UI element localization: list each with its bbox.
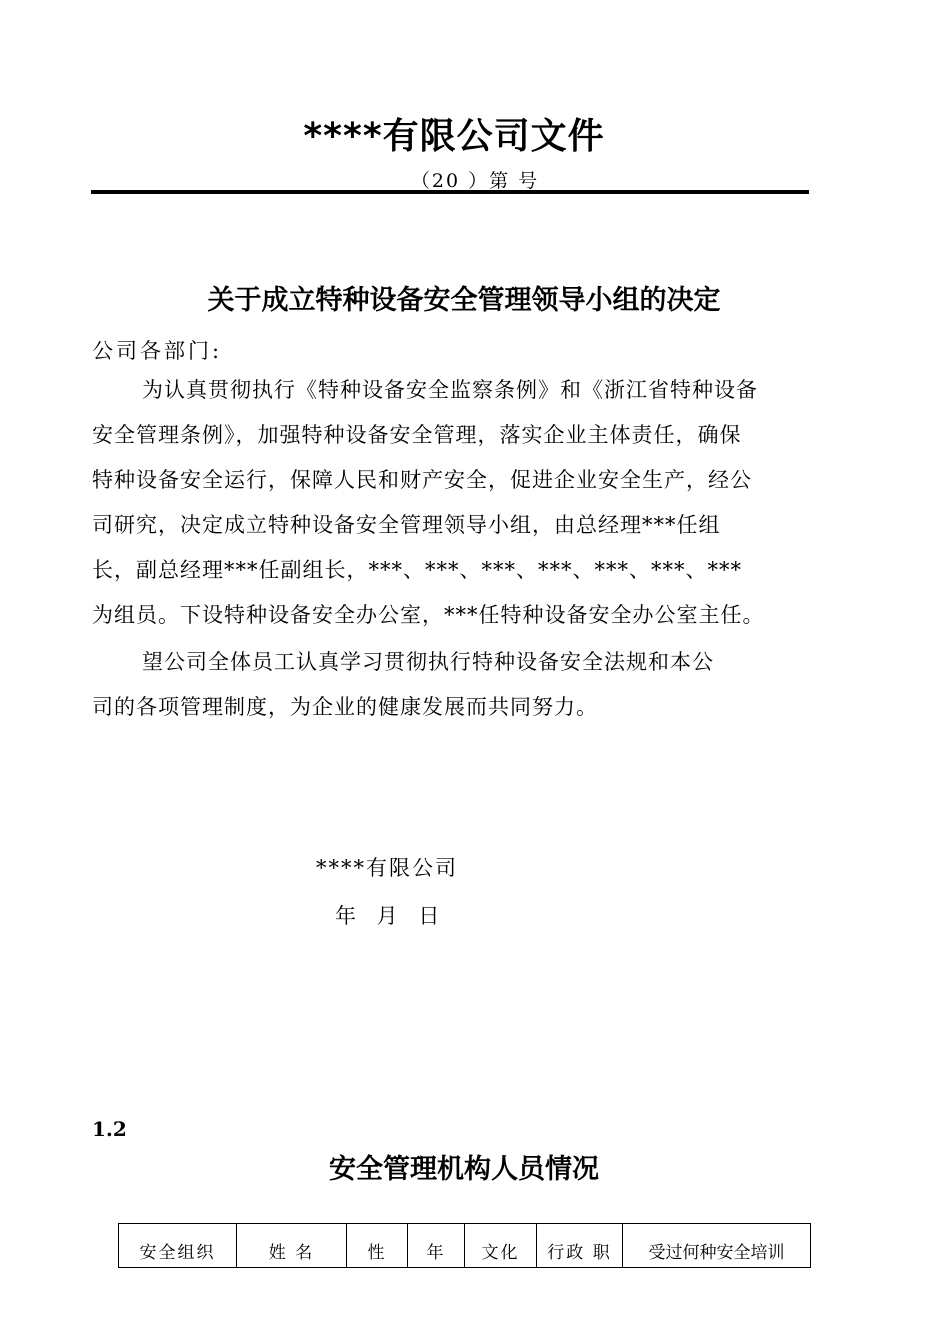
signature-date: 年 月 日 — [335, 904, 442, 928]
paragraph-line: 安全管理条例》，加强特种设备安全管理，落实企业主体责任，确保 — [92, 423, 742, 447]
paragraph-line: 特种设备安全运行，保障人民和财产安全，促进企业安全生产，经公 — [92, 468, 752, 492]
signature-company: ****有限公司 — [316, 856, 458, 880]
salutation: 公司各部门: — [92, 339, 223, 363]
paragraph-line: 司研究，决定成立特种设备安全管理领导小组，由总经理***任组 — [92, 513, 721, 537]
paragraph-line: 司的各项管理制度，为企业的健康发展而共同努力。 — [92, 695, 598, 719]
paragraph-line: 为认真贯彻执行《特种设备安全监察条例》和《浙江省特种设备 — [142, 378, 758, 402]
header-divider — [91, 190, 809, 194]
table-header-cell: 行政 职 — [537, 1224, 623, 1268]
staff-table — [118, 1223, 811, 1268]
table-header-cell: 安全组织 — [119, 1224, 237, 1268]
paragraph-line: 长，副总经理***任副组长，***、***、***、***、***、***、*** — [92, 558, 742, 582]
section-title: 安全管理机构人员情况 — [329, 1154, 599, 1185]
table-header-cell: 受过何种安全培训 — [623, 1224, 811, 1268]
table-header-row — [119, 1224, 811, 1268]
section-number: 1.2 — [92, 1117, 127, 1141]
table-header-cell: 姓 名 — [237, 1224, 347, 1268]
table-header-cell: 文化 — [465, 1224, 537, 1268]
document-title: ****有限公司文件 — [303, 116, 605, 157]
paragraph-2 — [92, 640, 844, 730]
table-header-cell: 年 — [408, 1224, 465, 1268]
paragraph-1 — [92, 368, 844, 638]
table-header-cell: 性 — [347, 1224, 408, 1268]
paragraph-line: 望公司全体员工认真学习贯彻执行特种设备安全法规和本公 — [142, 650, 714, 674]
paragraph-line: 为组员。下设特种设备安全办公室，***任特种设备安全办公室主任。 — [92, 603, 765, 627]
document-number: （20 ）第 号 — [410, 170, 540, 192]
decision-title: 关于成立特种设备安全管理领导小组的决定 — [207, 285, 721, 316]
